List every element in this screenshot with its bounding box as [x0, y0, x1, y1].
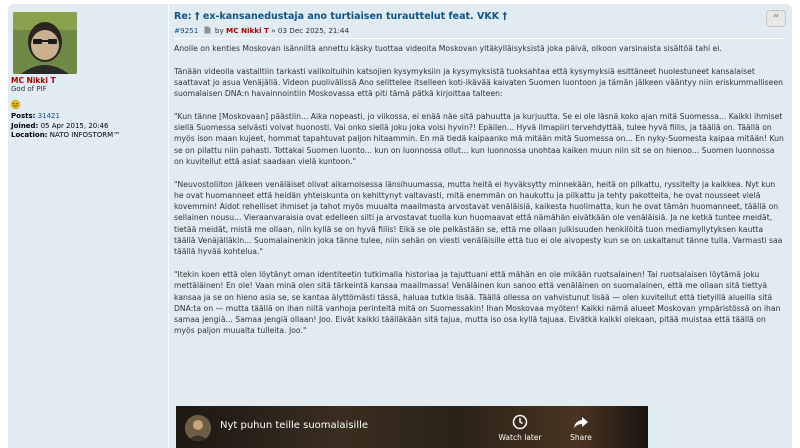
clock-icon	[512, 414, 528, 430]
stat-label: Location:	[11, 131, 48, 139]
stat-label: Joined:	[11, 121, 39, 130]
channel-avatar[interactable]	[185, 415, 211, 441]
post-paragraph: Tänään videolla vastailtiin tarkasti valikoituihin katsojien kysymyksiin ja kysymyksistä tuoksahtaa että kysymyksiä esittäneet huolestuneet kansalaiset saattavat jo asua Venäjällä. Videon puolivälissä Ano selittelee itselleen koti-ikävää kaivaten Suomen luontoon ja tämän jälkeen vääntyy niin eriskummalliseen suomalaisen DNA:n havainnointiin Moskovassa että piti tämä pätkä kirjoittaa talteen:	[174, 66, 783, 99]
embedded-video[interactable]	[176, 406, 648, 448]
user-avatar[interactable]	[13, 12, 77, 74]
user-profile-panel	[8, 4, 163, 448]
watch-later-label: Watch later	[498, 433, 542, 442]
post-content	[174, 43, 784, 348]
post-by-label: by	[214, 26, 224, 35]
post-body	[168, 4, 792, 448]
post-paragraph: "Kun tänne [Moskovaan] päästiin... Aika nopeasti, jo viikossa, ei enää näe sitä pahuutta ja kurjuutta. Se ei ole läsnä koko ajan mitä Suomessa... Kaikki ihmiset siellä Suomessa selvästi voivat huonosti. Vai onko siellä joku joka voisi hyvin?! Epäilen... Hyvä ilmapiiri tervehdyttää, tulee hyvä fiilis, ja täällä on. Täällä on myös ison maan kujeet, hommat tapahtuvat paljon hitaammin. En mä tiedä kaipaanko mä mitään mitä Suomessa on... En nyky-Suomesta kaipaa mitään! Kun se on pilattu niin pahasti. Tottakai Suomen luonto... kun on luonnossa ollut... kun luonnossa unohtaa kaiken muun niin sit se on hienoo... Suomen luonnossa on kuvitellut että asiat saadaan vielä kuntoon."	[174, 111, 784, 166]
post-divider	[174, 38, 784, 39]
share-label: Share	[570, 433, 592, 442]
share-arrow-icon	[573, 414, 589, 430]
post-title[interactable]: Re: † ex-kansanedustaja ano turtiaisen turauttelut feat. VKK †	[174, 11, 508, 22]
stat-joined	[11, 122, 120, 132]
quote-button[interactable]: “	[766, 10, 786, 27]
user-stats	[11, 112, 120, 141]
forum-post	[8, 4, 792, 448]
watch-later-button[interactable]	[498, 414, 542, 442]
post-date: » 03 Dec 2025, 21:44	[271, 26, 350, 35]
stat-location	[11, 131, 120, 141]
post-paragraph: "Itekin koen että olen löytänyt oman identiteetin tutkimalla historiaa ja tajuttuani että mähän en ole mikään ruotsalainen! Tai ruotsalaisen löytämä joku mettäläinen! En ole! Vaan minä olen sitä tärkeintä kansaa maailmassa! Venäläinen kun sanoo että venäläinen on suomalainen, että me ollaan sitä tiettyä kansaa ja se on hieno asia se, se kantaa älyttömästi tässä, haluaa tutkia lisää. Täällä ollessa on vahvistunut lisää — olen kuvitellut että tietyillä alueilla sitä DNA:ta on — mutta täällä on ihan niitä vanhoja perinteitä mitä on Suomessakin! Ihan Moskovaa myöten! Kaikki nämä alueet Moskovan ympäristössä on ihan samaa jengiä... Samaa jengiä ollaan! Joo. Eivät kaikki täälläkään sitä tajua, mutta iso osa kyllä tajuaa. Eivätkä kaikki olekaan, pitää muistaa että täällä on myös paljon muualta tulleita. Joo."	[174, 269, 781, 336]
share-button[interactable]	[559, 414, 603, 442]
stat-label: Posts:	[11, 112, 36, 120]
user-rank: God of PIF	[11, 85, 47, 93]
post-author-link[interactable]: MC Nikki T	[226, 26, 269, 35]
video-title[interactable]: Nyt puhun teille suomalaisille	[220, 420, 369, 431]
username[interactable]: MC Nikki T	[11, 76, 56, 85]
post-paragraph: Anolle on kenties Moskovan isänniltä annettu käsky tuottaa videoita Moskovan yltäkylläisyksistä joka päivä, olkoon varsinaista sisältöä tahi ei.	[174, 44, 722, 53]
post-paragraph: "Neuvostoliiton jälkeen venäläiset olivat aikamoisessa länsihuumassa, mutta heitä ei hyväksytty minnekään, heitä on pilkattu, ryssitelty ja kaikkea. Nyt kun he ovat huomanneet että heidän yhteiskunta on kehittynyt valtavasti, mitä enemmän on haukuttu ja pilkattu ja tehty pakotteita, he ovat nousseet vielä kovemmin! Aidot rehelliset ihmiset ja tahot myös muualta maailmasta arvostavat venäläisiä, kaikesta huolimatta, kun he ovat tämän huomanneet, täällä on sellainen nousu... Vieraanvaraisia ovat edelleen silti ja arvostavat tuolla kun huomaavat että nämähän eivätkään ole venäläisiä. Ja ne ketkä tuntee meidät, tietää meidät, mistä me ollaan, niin kyllä se on hyvä fiilis! Eikä se ole pelkästään se, että me ollaan julkisuuden henkilöitä tuon mediamyllytyksen kautta täällä Venäjälläkin... Suomalainenkin joka tänne tulee, niin sehän on viesti venäläisille että tuo ei ole aivopesty kun se on uskaltanut tänne tulla. Varmasti saa täällä hyvää kohtelua."	[174, 179, 783, 257]
stat-value: NATO INFOSTORM™	[49, 131, 121, 139]
post-number-link[interactable]: #9251	[174, 26, 199, 35]
stat-posts	[11, 112, 120, 122]
smiley-rank-icon	[11, 94, 20, 103]
post-file-icon	[204, 26, 211, 34]
posts-count-link[interactable]: 31421	[37, 112, 60, 120]
post-meta	[174, 26, 349, 35]
stat-value: 05 Apr 2015, 20:46	[40, 121, 109, 130]
